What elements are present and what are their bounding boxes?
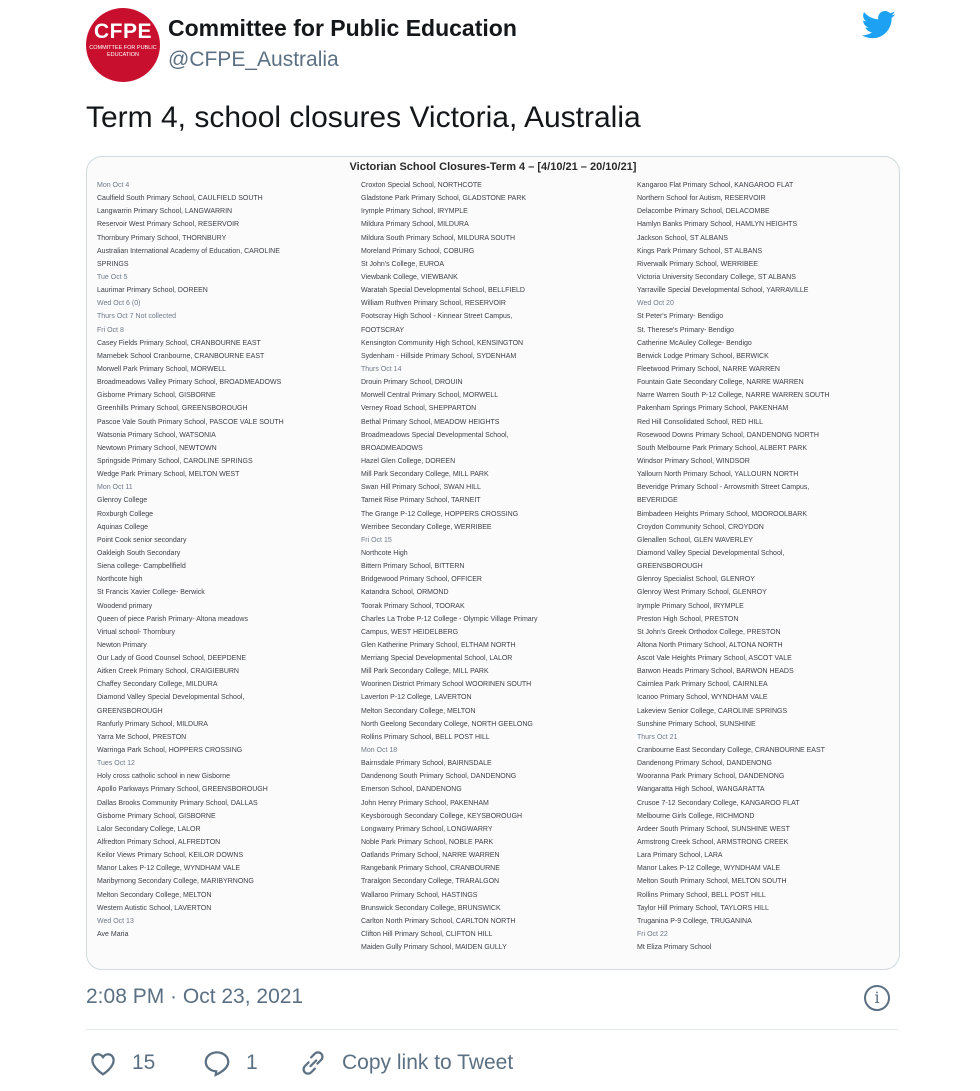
school-entry: Bethal Primary School, MEADOW HEIGHTS bbox=[361, 418, 500, 426]
date-heading: Tues Oct 12 bbox=[97, 760, 135, 768]
school-entry: Waratah Special Developmental School, BELLFIELD bbox=[361, 287, 525, 295]
reply-icon bbox=[202, 1048, 232, 1078]
school-entry: Traralgon Secondary College, TRARALGON bbox=[361, 878, 500, 886]
school-entry: Mildura Primary School, MILDURA bbox=[361, 221, 469, 229]
school-entry: Maiden Gully Primary School, MAIDEN GULLY bbox=[361, 944, 507, 952]
school-entry: GREENSBOROUGH bbox=[637, 563, 703, 571]
school-entry: Carlton North Primary School, CARLTON NORTH bbox=[361, 917, 516, 925]
school-entry: Glenroy Specialist School, GLENROY bbox=[637, 576, 755, 584]
school-entry: Windsor Primary School, WINDSOR bbox=[637, 457, 750, 465]
school-entry: Oatlands Primary School, NARRE WARREN bbox=[361, 852, 500, 860]
school-entry: Red Hill Consolidated School, RED HILL bbox=[637, 418, 764, 426]
school-entry: Kings Park Primary School, ST ALBANS bbox=[637, 247, 763, 255]
school-entry: Delacombe Primary School, DELACOMBE bbox=[637, 208, 770, 216]
school-entry: Wedge Park Primary School, MELTON WEST bbox=[97, 471, 240, 479]
school-entry: Manor Lakes P-12 College, WYNDHAM VALE bbox=[637, 865, 781, 873]
school-entry: Ascot Vale Heights Primary School, ASCOT VALE bbox=[637, 655, 792, 663]
school-entry: Our Lady of Good Counsel School, DEEPDENE bbox=[97, 655, 247, 663]
heart-icon bbox=[88, 1048, 118, 1078]
school-entry: Narre Warren South P-12 College, NARRE WARREN SOUTH bbox=[637, 392, 830, 400]
school-entry: FOOTSCRAY bbox=[361, 326, 405, 334]
school-entry: Woorinen District Primary School WOORINEN SOUTH bbox=[361, 681, 532, 689]
school-entry: Rollins Primary School, BELL POST HILL bbox=[361, 733, 490, 741]
school-entry: Brunswick Secondary College, BRUNSWICK bbox=[361, 904, 501, 912]
school-entry: Glenroy College bbox=[97, 497, 148, 505]
school-entry: Bimbadeen Heights Primary School, MOOROOLBARK bbox=[637, 510, 808, 518]
avatar-logo-text: CFPE bbox=[93, 20, 152, 43]
school-entry: Greenhills Primary School, GREENSBOROUGH bbox=[97, 405, 248, 413]
school-entry: St. Therese's Primary- Bendigo bbox=[637, 326, 734, 334]
school-entry: Woodend primary bbox=[97, 602, 153, 610]
school-entry: Thornbury Primary School, THORNBURY bbox=[97, 234, 227, 242]
school-entry: Melton Secondary College, MELTON bbox=[361, 707, 476, 715]
date-heading: Thurs Oct 7 Not collected bbox=[97, 313, 176, 321]
twitter-bird-icon[interactable] bbox=[862, 10, 896, 40]
school-entry: Jackson School, ST ALBANS bbox=[637, 234, 728, 242]
school-entry: John Henry Primary School, PAKENHAM bbox=[361, 799, 489, 807]
school-entry: BEVERIDGE bbox=[637, 497, 678, 505]
school-entry: Bridgewood Primary School, OFFICER bbox=[361, 576, 482, 584]
date-heading: Fri Oct 8 bbox=[97, 326, 124, 334]
school-entry: Ranfurly Primary School, MILDURA bbox=[97, 720, 208, 728]
like-count: 15 bbox=[132, 1051, 156, 1074]
school-entry: Gladstone Park Primary School, GLADSTONE PARK bbox=[361, 195, 527, 203]
school-entry: Newton Primary bbox=[97, 641, 147, 649]
school-entry: Caulfield South Primary School, CAULFIELD SOUTH bbox=[97, 195, 263, 203]
school-entry: Dandenong South Primary School, DANDENONG bbox=[361, 773, 517, 781]
school-entry: Katandra School, ORMOND bbox=[361, 589, 449, 597]
school-entry: Wallaroo Primary School, HASTINGS bbox=[361, 891, 478, 899]
school-entry: Glenallen School, GLEN WAVERLEY bbox=[637, 536, 753, 544]
school-entry: Keysborough Secondary College, KEYSBOROUGH bbox=[361, 812, 523, 820]
copy-link-button[interactable] bbox=[298, 1045, 513, 1081]
school-entry: Laverton P-12 College, LAVERTON bbox=[361, 694, 472, 702]
tweet-timestamp[interactable]: 2:08 PM · Oct 23, 2021 bbox=[86, 985, 304, 1008]
school-entry: Berwick Lodge Primary School, BERWICK bbox=[637, 352, 769, 360]
school-entry: Yarraville Special Developmental School, YARRAVILLE bbox=[637, 287, 809, 295]
school-entry: St Peter's Primary- Bendigo bbox=[637, 313, 724, 321]
avatar[interactable] bbox=[86, 8, 160, 82]
date-heading: Tue Oct 5 bbox=[97, 273, 128, 281]
school-entry: Chaffey Secondary College, MILDURA bbox=[97, 681, 218, 689]
date-heading: Thurs Oct 21 bbox=[637, 733, 678, 741]
document-column-2 bbox=[361, 179, 631, 954]
school-entry: Cranbourne East Secondary College, CRANBOURNE EAST bbox=[637, 747, 825, 755]
school-entry: Glenroy West Primary School, GLENROY bbox=[637, 589, 767, 597]
school-entry: Tarneit Rise Primary School, TARNEIT bbox=[361, 497, 481, 505]
school-entry: Point Cook senior secondary bbox=[97, 536, 187, 544]
school-entry: SPRINGS bbox=[97, 260, 129, 268]
tweet-text: Term 4, school closures Victoria, Australia bbox=[86, 101, 641, 134]
school-entry: Melton Secondary College, MELTON bbox=[97, 891, 212, 899]
school-entry: Watsonia Primary School, WATSONIA bbox=[97, 431, 216, 439]
school-entry: Pakenham Springs Primary School, PAKENHAM bbox=[637, 405, 789, 413]
date-heading: Wed Oct 13 bbox=[97, 917, 134, 925]
document-column-3 bbox=[637, 179, 895, 954]
school-entry: Altona North Primary School, ALTONA NORTH bbox=[637, 641, 783, 649]
document-title: Victorian School Closures-Term 4 – [4/10/21 – 20/10/21] bbox=[349, 161, 637, 173]
date-heading: Fri Oct 15 bbox=[361, 536, 392, 544]
school-entry: Irymple Primary School, IRYMPLE bbox=[637, 602, 744, 610]
school-entry: Footscray High School - Kinnear Street Campus, bbox=[361, 313, 513, 321]
school-entry: Riverwalk Primary School, WERRIBEE bbox=[637, 260, 758, 268]
school-entry: Pascoe Vale South Primary School, PASCOE VALE SOUTH bbox=[97, 418, 284, 426]
school-entry: Yallourn North Primary School, YALLOURN NORTH bbox=[637, 471, 799, 479]
school-entry: BROADMEADOWS bbox=[361, 444, 423, 452]
tweet-card bbox=[58, 0, 924, 1091]
school-entry: Northern School for Autism, RESERVOIR bbox=[637, 195, 766, 203]
school-entry: Morwell Central Primary School, MORWELL bbox=[361, 392, 499, 400]
school-entry: Diamond Valley Special Developmental School, bbox=[637, 549, 785, 557]
school-entry: Fountain Gate Secondary College, NARRE WARREN bbox=[637, 379, 804, 387]
school-entry: William Ruthven Primary School, RESERVOIR bbox=[361, 300, 506, 308]
school-entry: Holy cross catholic school in new Gisborne bbox=[97, 773, 231, 781]
school-entry: Kensington Community High School, KENSINGTON bbox=[361, 339, 524, 347]
school-entry: Catherine McAuley College- Bendigo bbox=[637, 339, 752, 347]
school-entry: St John's Greek Orthodox College, PRESTON bbox=[637, 628, 781, 636]
school-entry: Preston High School, PRESTON bbox=[637, 615, 739, 623]
info-icon[interactable]: i bbox=[864, 985, 890, 1011]
school-entry: Croxton Special School, NORTHCOTE bbox=[361, 182, 482, 189]
school-entry: Emerson School, DANDENONG bbox=[361, 786, 462, 794]
school-entry: Broadmeadows Special Developmental School, bbox=[361, 431, 509, 439]
school-entry: Gisborne Primary School, GISBORNE bbox=[97, 392, 216, 400]
date-heading: Mon Oct 4 bbox=[97, 182, 130, 189]
school-entry: Alfredton Primary School, ALFREDTON bbox=[97, 839, 221, 847]
school-entry: Charles La Trobe P-12 College - Olympic Village Primary bbox=[361, 615, 538, 623]
school-entry: Viewbank College, VIEWBANK bbox=[361, 273, 458, 281]
school-entry: Armstrong Creek School, ARMSTRONG CREEK bbox=[637, 839, 789, 847]
school-entry: North Geelong Secondary College, NORTH GEELONG bbox=[361, 720, 533, 728]
date-heading: Wed Oct 20 bbox=[637, 300, 674, 308]
school-entry: Dallas Brooks Community Primary School, DALLAS bbox=[97, 799, 258, 807]
school-entry: Croydon Community School, CROYDON bbox=[637, 523, 764, 531]
school-entry: Gisborne Primary School, GISBORNE bbox=[97, 812, 216, 820]
school-entry: Wooranna Park Primary School, DANDENONG bbox=[637, 773, 785, 781]
like-button[interactable] bbox=[88, 1045, 155, 1081]
author-handle[interactable]: @CFPE_Australia bbox=[168, 48, 339, 71]
link-icon bbox=[298, 1048, 328, 1078]
school-entry: Kangaroo Flat Primary School, KANGAROO FLAT bbox=[637, 182, 794, 189]
school-entry: Beveridge Primary School - Arrowsmith Street Campus, bbox=[637, 484, 810, 492]
school-entry: Aquinas College bbox=[97, 523, 148, 531]
school-entry: Hamlyn Banks Primary School, HAMLYN HEIGHTS bbox=[637, 221, 798, 229]
divider bbox=[86, 1029, 898, 1030]
school-entry: GREENSBOROUGH bbox=[97, 707, 163, 715]
school-entry: Clifton Hill Primary School, CLIFTON HILL bbox=[361, 931, 493, 939]
school-entry: Campus, WEST HEIDELBERG bbox=[361, 628, 459, 636]
school-entry: Ardeer South Primary School, SUNSHINE WEST bbox=[637, 825, 790, 833]
school-entry: Apollo Parkways Primary School, GREENSBOROUGH bbox=[97, 786, 268, 794]
school-entry: Wangaratta High School, WANGARATTA bbox=[637, 786, 765, 794]
date-heading: Wed Oct 6 (0) bbox=[97, 300, 141, 308]
avatar-logo-subtext: COMMITTEE FOR PUBLIC EDUCATION bbox=[89, 45, 157, 58]
school-entry: Swan Hill Primary School, SWAN HILL bbox=[361, 484, 481, 492]
date-heading: Fri Oct 22 bbox=[637, 931, 668, 939]
school-entry: The Grange P-12 College, HOPPERS CROSSING bbox=[361, 510, 519, 518]
tweet-actions bbox=[86, 1045, 898, 1081]
school-entry: South Melbourne Park Primary School, ALBERT PARK bbox=[637, 444, 808, 452]
school-entry: Barwon Heads Primary School, BARWON HEADS bbox=[637, 668, 794, 676]
school-entry: Warringa Park School, HOPPERS CROSSING bbox=[97, 747, 243, 755]
school-entry: Casey Fields Primary School, CRANBOURNE EAST bbox=[97, 339, 261, 347]
school-entry: Drouin Primary School, DROUIN bbox=[361, 379, 463, 387]
school-entry: Rosewood Downs Primary School, DANDENONG NORTH bbox=[637, 431, 819, 439]
school-entry: Sydenham - Hillside Primary School, SYDENHAM bbox=[361, 352, 517, 360]
school-entry: Melbourne Girls College, RICHMOND bbox=[637, 812, 755, 820]
reply-count: 1 bbox=[246, 1051, 258, 1074]
school-entry: Northcote high bbox=[97, 576, 143, 584]
school-entry: Langwarrin Primary School, LANGWARRIN bbox=[97, 208, 233, 216]
school-entry: Longwarry Primary School, LONGWARRY bbox=[361, 825, 493, 833]
school-entry: Crusoe 7-12 Secondary College, KANGAROO FLAT bbox=[637, 799, 800, 807]
school-entry: Verney Road School, SHEPPARTON bbox=[361, 405, 477, 413]
school-entry: Hazel Glen College, DOREEN bbox=[361, 457, 456, 465]
school-entry: Mt Eliza Primary School bbox=[637, 944, 712, 952]
school-entry: Lakeview Senior College, CAROLINE SPRINGS bbox=[637, 707, 788, 715]
school-entry: Icanoo Primary School, WYNDHAM VALE bbox=[637, 694, 768, 702]
reply-button[interactable] bbox=[202, 1045, 258, 1081]
school-entry: Lara Primary School, LARA bbox=[637, 852, 723, 860]
school-entry: Diamond Valley Special Developmental School, bbox=[97, 694, 245, 702]
school-entry: Oakleigh South Secondary bbox=[97, 549, 181, 557]
school-entry: St John's College, EUROA bbox=[361, 260, 445, 268]
author-name[interactable]: Committee for Public Education bbox=[168, 15, 517, 41]
school-entry: Laurimar Primary School, DOREEN bbox=[97, 287, 208, 295]
date-heading: Mon Oct 11 bbox=[97, 484, 133, 492]
school-entry: Maribyrnong Secondary College, MARIBYRNONG bbox=[97, 878, 254, 886]
document-column-1 bbox=[97, 179, 367, 941]
school-entry: Yarra Me School, PRESTON bbox=[97, 733, 187, 741]
school-entry: Siena college- Campbellfield bbox=[97, 563, 186, 571]
tweet-image[interactable] bbox=[86, 156, 900, 970]
copy-link-label: Copy link to Tweet bbox=[342, 1051, 514, 1074]
school-entry: Broadmeadows Valley Primary School, BROADMEADOWS bbox=[97, 379, 282, 387]
school-entry: Melton South Primary School, MELTON SOUTH bbox=[637, 878, 787, 886]
school-entry: Australian International Academy of Education, CAROLINE bbox=[97, 247, 280, 255]
school-entry: Western Autistic School, LAVERTON bbox=[97, 904, 212, 912]
school-entry: Moreland Primary School, COBURG bbox=[361, 247, 475, 255]
school-entry: Rollins Primary School, BELL POST HILL bbox=[637, 891, 766, 899]
school-entry: Springside Primary School, CAROLINE SPRINGS bbox=[97, 457, 253, 465]
school-entry: Fleetwood Primary School, NARRE WARREN bbox=[637, 365, 780, 373]
school-entry: Victoria University Secondary College, ST ALBANS bbox=[637, 273, 796, 281]
school-entry: Mildura South Primary School, MILDURA SOUTH bbox=[361, 234, 516, 242]
school-entry: St Francis Xavier College- Berwick bbox=[97, 589, 205, 597]
school-entry: Werribee Secondary College, WERRIBEE bbox=[361, 523, 492, 531]
school-entry: Dandenong Primary School, DANDENONG bbox=[637, 760, 772, 768]
school-entry: Roxburgh College bbox=[97, 510, 154, 518]
school-entry: Mill Park Secondary College, MILL PARK bbox=[361, 471, 489, 479]
school-entry: Cairnlea Park Primary School, CAIRNLEA bbox=[637, 681, 768, 689]
school-entry: Morwell Park Primary School, MORWELL bbox=[97, 365, 227, 373]
school-entry: Merriang Special Developmental School, LALOR bbox=[361, 655, 513, 663]
school-entry: Bittern Primary School, BITTERN bbox=[361, 563, 465, 571]
school-entry: Bairnsdale Primary School, BAIRNSDALE bbox=[361, 760, 492, 768]
school-entry: Reservoir West Primary School, RESERVOIR bbox=[97, 221, 240, 229]
school-entry: Noble Park Primary School, NOBLE PARK bbox=[361, 839, 494, 847]
school-entry: Newtown Primary School, NEWTOWN bbox=[97, 444, 217, 452]
school-entry: Irymple Primary School, IRYMPLE bbox=[361, 208, 468, 216]
school-entry: Northcote High bbox=[361, 549, 408, 557]
school-entry: Mill Park Secondary College, MILL PARK bbox=[361, 668, 489, 676]
school-entry: Lalor Secondary College, LALOR bbox=[97, 825, 201, 833]
date-heading: Thurs Oct 14 bbox=[361, 365, 402, 373]
school-entry: Ave Maria bbox=[97, 931, 129, 939]
school-entry: Aitken Creek Primary School, CRAIGIEBURN bbox=[97, 668, 239, 676]
school-entry: Queen of piece Parish Primary- Altona meadows bbox=[97, 615, 248, 623]
school-entry: Toorak Primary School, TOORAK bbox=[361, 602, 465, 610]
school-entry: Taylor Hill Primary School, TAYLORS HILL bbox=[637, 904, 769, 912]
school-entry: Rangebank Primary School, CRANBOURNE bbox=[361, 865, 500, 873]
school-entry: Truganina P-9 College, TRUGANINA bbox=[637, 917, 752, 925]
school-entry: Glen Katherine Primary School, ELTHAM NORTH bbox=[361, 641, 516, 649]
school-entry: Marnebek School Cranbourne, CRANBOURNE EAST bbox=[97, 352, 265, 360]
date-heading: Mon Oct 18 bbox=[361, 747, 398, 755]
school-entry: Virtual school- Thornbury bbox=[97, 628, 175, 636]
school-entry: Keilor Views Primary School, KEILOR DOWNS bbox=[97, 852, 244, 860]
school-entry: Sunshine Primary School, SUNSHINE bbox=[637, 720, 756, 728]
school-entry: Manor Lakes P-12 College, WYNDHAM VALE bbox=[97, 865, 241, 873]
